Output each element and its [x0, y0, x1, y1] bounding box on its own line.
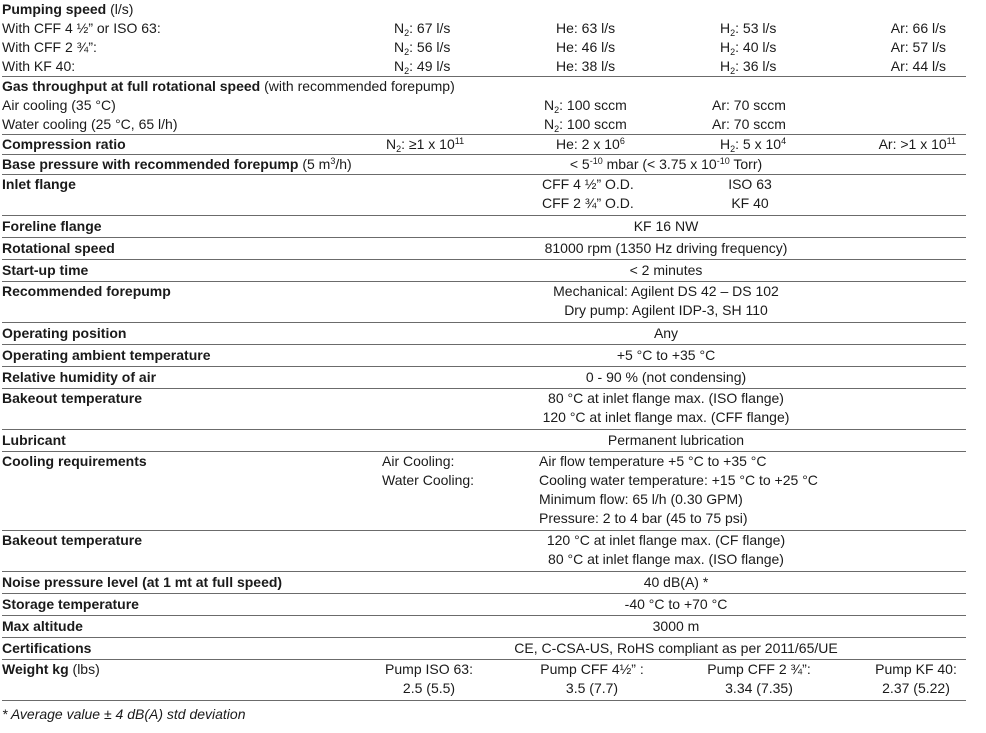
gas-throughput-note: (with recommended forepump) — [264, 78, 455, 94]
pumping-ar: Ar: 66 l/s — [890, 20, 946, 36]
pumping-he: He: 38 l/s — [556, 58, 616, 74]
weight-item-value: 3.5 (7.7) — [565, 680, 619, 696]
weight-unit: (lbs) — [72, 661, 100, 677]
base-pressure-label: Base pressure with recommended forepump — [2, 156, 299, 172]
pumping-n2: $N_2$: 56 l/s — [394, 39, 451, 57]
inlet-flange-kf: KF 40 — [731, 195, 769, 211]
lubricant-value: Permanent lubrication — [607, 432, 745, 448]
base-pressure-flow: (5 $m^3/h$) — [302, 156, 352, 172]
pumping-he: He: 63 l/s — [556, 20, 616, 36]
foreline-flange-value: KF 16 NW — [633, 218, 699, 234]
ambient-temperature-label: Operating ambient temperature — [2, 347, 211, 363]
bakeout-iso: 80 °C at inlet flange max. (ISO flange) — [548, 551, 784, 567]
forepump-mechanical: Mechanical: Agilent DS 42 – DS 102 — [553, 283, 779, 299]
weight-row — [2, 660, 966, 701]
operating-position-label: Operating position — [2, 325, 127, 341]
weight-item-name: Pump KF 40: — [875, 661, 957, 677]
ambient-temperature-row — [2, 345, 966, 367]
throughput-n2: $N_2$: 100 sccm — [544, 116, 627, 134]
max-altitude-row — [2, 616, 966, 638]
lubricant-label: Lubricant — [2, 432, 66, 448]
rotational-speed-row — [2, 238, 966, 260]
pumping-speed-unit: (l/s) — [110, 1, 134, 17]
rotational-speed-label: Rotational speed — [2, 240, 115, 256]
inlet-flange-cff: CFF 4 ½” O.D. — [542, 176, 634, 192]
relative-humidity-row — [2, 367, 966, 389]
pumping-speed-row — [2, 0, 966, 77]
throughput-label: Water cooling (25 °C, 65 l/h) — [2, 116, 178, 132]
specification-table — [2, 0, 966, 701]
gas-throughput-row — [2, 77, 966, 135]
startup-time-value: < 2 minutes — [629, 262, 703, 278]
pumping-speed-line — [2, 38, 966, 57]
pumping-speed-title: Pumping speed — [2, 1, 107, 17]
weight-item-value: 2.37 (5.22) — [882, 680, 950, 696]
cooling-requirements-row — [2, 452, 966, 531]
compression-he: He: 2 x $10^6$ — [556, 136, 625, 152]
noise-level-value: 40 dB(A) * — [643, 574, 709, 590]
storage-temperature-label: Storage temperature — [2, 596, 139, 612]
gas-throughput-line — [2, 96, 966, 115]
weight-item-value: 3.34 (7.35) — [725, 680, 793, 696]
air-cooling-label: Air Cooling: — [382, 453, 455, 469]
gas-throughput-line — [2, 115, 966, 134]
noise-level-label: Noise pressure level (at 1 mt at full speed) — [2, 574, 283, 590]
weight-label: Weight kg — [2, 661, 69, 677]
compression-ar: Ar: >1 x $10^{11}$ — [878, 136, 956, 152]
cooling-air-flow: Air flow temperature +5 °C to +35 °C — [539, 453, 767, 469]
operating-position-value: Any — [653, 325, 679, 341]
ambient-temperature-value: +5 °C to +35 °C — [616, 347, 716, 363]
throughput-n2: $N_2$: 100 sccm — [544, 97, 627, 115]
storage-temperature-value: -40 °C to +70 °C — [624, 596, 728, 612]
bakeout-cf: 120 °C at inlet flange max. (CF flange) — [546, 532, 786, 548]
water-cooling-label: Water Cooling: — [382, 472, 475, 488]
pumping-ar: Ar: 44 l/s — [890, 58, 946, 74]
pumping-h2: $H_2$: 36 l/s — [720, 58, 777, 76]
weight-item-value: 2.5 (5.5) — [402, 680, 456, 696]
compression-n2: $N_2$: ≥1 x $10^{11}$ — [386, 136, 465, 154]
pumping-n2: $N_2$: 67 l/s — [394, 20, 451, 38]
gas-throughput-title: Gas throughput at full rotational speed — [2, 78, 261, 94]
certifications-value: CE, C-CSA-US, RoHS compliant as per 2011/65/UE — [514, 640, 838, 656]
pumping-n2: $N_2$: 49 l/s — [394, 58, 451, 76]
bakeout-temperature-label: Bakeout temperature — [2, 532, 143, 548]
throughput-ar: Ar: 70 sccm — [712, 97, 786, 113]
certifications-row — [2, 638, 966, 660]
pumping-label: With KF 40: — [2, 58, 76, 74]
storage-temperature-row — [2, 594, 966, 616]
bakeout-temperature-label: Bakeout temperature — [2, 390, 143, 406]
weight-item-name: Pump ISO 63: — [385, 661, 473, 677]
throughput-label: Air cooling (35 °C) — [2, 97, 116, 113]
bakeout-iso: 80 °C at inlet flange max. (ISO flange) — [548, 390, 784, 406]
bakeout-temperature-row — [2, 389, 966, 430]
bakeout-temperature-row — [2, 531, 966, 572]
relative-humidity-value: 0 - 90 % (not condensing) — [585, 369, 747, 385]
weight-item-name: Pump CFF 2 ¾”: — [707, 661, 811, 677]
relative-humidity-label: Relative humidity of air — [2, 369, 157, 385]
pumping-speed-line — [2, 19, 966, 38]
forepump-label: Recommended forepump — [2, 283, 171, 299]
recommended-forepump-row — [2, 282, 966, 323]
footnote: * Average value ± 4 dB(A) std deviation — [2, 706, 246, 722]
pumping-h2: $H_2$: 40 l/s — [720, 39, 777, 57]
inlet-flange-iso: ISO 63 — [728, 176, 772, 192]
lubricant-row — [2, 430, 966, 452]
startup-time-label: Start-up time — [2, 262, 89, 278]
base-pressure-value: < $5^{-10}$ mbar (< 3.75 x $10^{-10}$ Torr) — [569, 156, 763, 172]
cooling-min-flow: Minimum flow: 65 l/h (0.30 GPM) — [539, 491, 743, 507]
inlet-flange-cff: CFF 2 ¾” O.D. — [542, 195, 634, 211]
foreline-flange-row — [2, 216, 966, 238]
startup-time-row — [2, 260, 966, 282]
inlet-flange-row — [2, 175, 966, 216]
pumping-label: With CFF 4 ½” or ISO 63: — [2, 20, 161, 36]
base-pressure-row — [2, 155, 966, 175]
throughput-ar: Ar: 70 sccm — [712, 116, 786, 132]
pumping-label: With CFF 2 ¾”: — [2, 39, 97, 55]
certifications-label: Certifications — [2, 640, 92, 656]
max-altitude-value: 3000 m — [652, 618, 700, 634]
bakeout-cff: 120 °C at inlet flange max. (CFF flange) — [542, 409, 790, 425]
compression-ratio-row — [2, 135, 966, 155]
foreline-flange-label: Foreline flange — [2, 218, 102, 234]
max-altitude-label: Max altitude — [2, 618, 83, 634]
noise-level-row — [2, 572, 966, 594]
cooling-water-temp: Cooling water temperature: +15 °C to +25 °C — [539, 472, 818, 488]
rotational-speed-value: 81000 rpm (1350 Hz driving frequency) — [544, 240, 788, 256]
pumping-ar: Ar: 57 l/s — [890, 39, 946, 55]
weight-item-name: Pump CFF 4½” : — [540, 661, 644, 677]
forepump-dry: Dry pump: Agilent IDP-3, SH 110 — [564, 302, 768, 318]
compression-h2: $H_2$: 5 x $10^4$ — [720, 136, 787, 154]
pumping-speed-line — [2, 57, 966, 76]
pumping-he: He: 46 l/s — [556, 39, 616, 55]
compression-label: Compression ratio — [2, 136, 126, 152]
operating-position-row — [2, 323, 966, 345]
pumping-h2: $H_2$: 53 l/s — [720, 20, 777, 38]
cooling-pressure: Pressure: 2 to 4 bar (45 to 75 psi) — [539, 510, 748, 526]
inlet-flange-label: Inlet flange — [2, 176, 76, 192]
cooling-requirements-label: Cooling requirements — [2, 453, 147, 469]
